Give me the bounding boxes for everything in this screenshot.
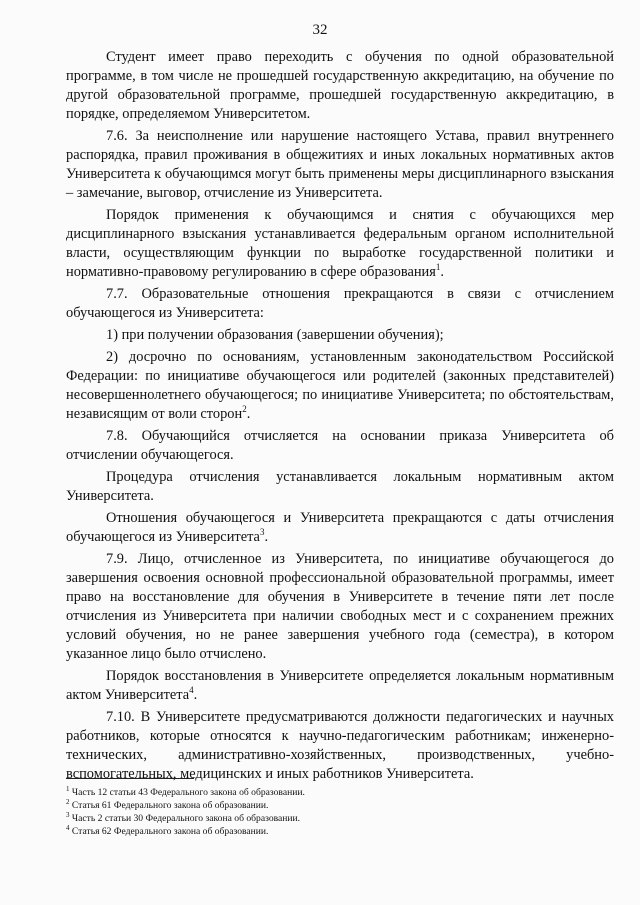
paragraph-text: Студент имеет право переходить с обучения по одной образовательной программе, в том числе не прошедшей государственную аккредитацию, на обучение по другой образовательной программе, прошедшей государственную аккредитацию, в порядке, определяемом Университетом. [66,49,614,122]
paragraph [66,206,614,282]
footnote [66,825,586,838]
footnotes [66,786,586,838]
paragraph-text: 7.6. За неисполнение или нарушение настоящего Устава, правил внутреннего распорядка, правил проживания в общежитиях и иных локальных нормативных актов Университета к обучающимся могут быть применены меры дисциплинарного взыскания – замечание, выговор, отчисление из Университета. [66,128,614,201]
paragraph [66,468,614,506]
footnote [66,799,586,812]
paragraph-end: . [193,687,198,703]
paragraph [66,427,614,465]
paragraph-end: . [264,529,269,545]
paragraph [66,667,614,705]
footnote-text: Статья 61 Федерального закона об образовании. [71,800,269,811]
paragraph-text: 7.8. Обучающийся отчисляется на основании приказа Университета об отчислении обучающегося. [66,428,614,463]
footnote [66,812,586,825]
paragraph-text: Отношения обучающегося и Университета прекращаются с даты отчисления обучающегося из Университета [66,510,614,545]
footnote-ref: 1 [435,262,441,273]
paragraph-end: . [246,406,251,422]
list-item [66,348,614,424]
footnote-ref: 2 [242,404,247,415]
body-text [66,48,614,787]
footnote-text: Статья 62 Федерального закона об образовании. [71,826,269,837]
footnote-ref: 3 [259,527,265,538]
paragraph-text: Процедура отчисления устанавливается локальным нормативным актом Университета. [66,469,614,504]
paragraph-text: 1) при получении образования (завершении обучения); [106,327,444,343]
paragraph [66,127,614,203]
footnote-text: Часть 2 статьи 30 Федерального закона об образовании. [71,813,301,824]
footnote-mark: 3 [66,810,70,819]
page-number: 32 [312,22,328,38]
footnote-ref: 4 [189,685,194,696]
paragraph-text: 2) досрочно по основаниям, установленным законодательством Российской Федерации: по инициативе обучающегося или родителей (законных представителей) несовершеннолетнего обучающегося; по инициативе Университета; по обстоятельствам, независящим от воли сторон [66,349,614,422]
footnote-mark: 4 [66,823,70,832]
paragraph-end: . [440,264,444,280]
paragraph [66,48,614,124]
footnote-text: Часть 12 статьи 43 Федерального закона об образовании. [71,787,305,798]
paragraph-text: Порядок применения к обучающимся и снятия с обучающихся мер дисциплинарного взыскания устанавливается федеральным органом исполнительной власти, осуществляющим функции по выработке государственной политики и нормативно-правовому регулированию в сфере образования [66,207,614,280]
paragraph-text: 7.10. В Университете предусматриваются должности педагогических и научных работников, которые относятся к научно-педагогическим работникам; инженерно-технических, административно-хозяйственных, производственных, учебно-вспомогательных, медицинских и иных работников Университета. [66,709,614,782]
footnote-mark: 1 [66,784,70,793]
paragraph-text: 7.9. Лицо, отчисленное из Университета, по инициативе обучающегося до завершения освоения основной профессиональной образовательной программы, имеет право на восстановление для обучения в Университете в течение пяти лет после отчисления из Университета при наличии свободных мест и с сохранением прежних условий обучения, но не ранее завершения учебного года (семестра), в котором указанное лицо было отчислено. [66,551,614,662]
paragraph [66,509,614,547]
footnote [66,786,586,799]
paragraph [66,550,614,664]
paragraph-text: Порядок восстановления в Университете определяется локальным нормативным актом Университета [66,668,614,703]
footnote-mark: 2 [66,797,70,806]
footnote-separator [66,778,194,779]
paragraph [66,285,614,323]
paragraph-text: 7.7. Образовательные отношения прекращаются в связи с отчислением обучающегося из Университета: [66,286,614,321]
paragraph [66,708,614,784]
list-item [66,326,614,345]
